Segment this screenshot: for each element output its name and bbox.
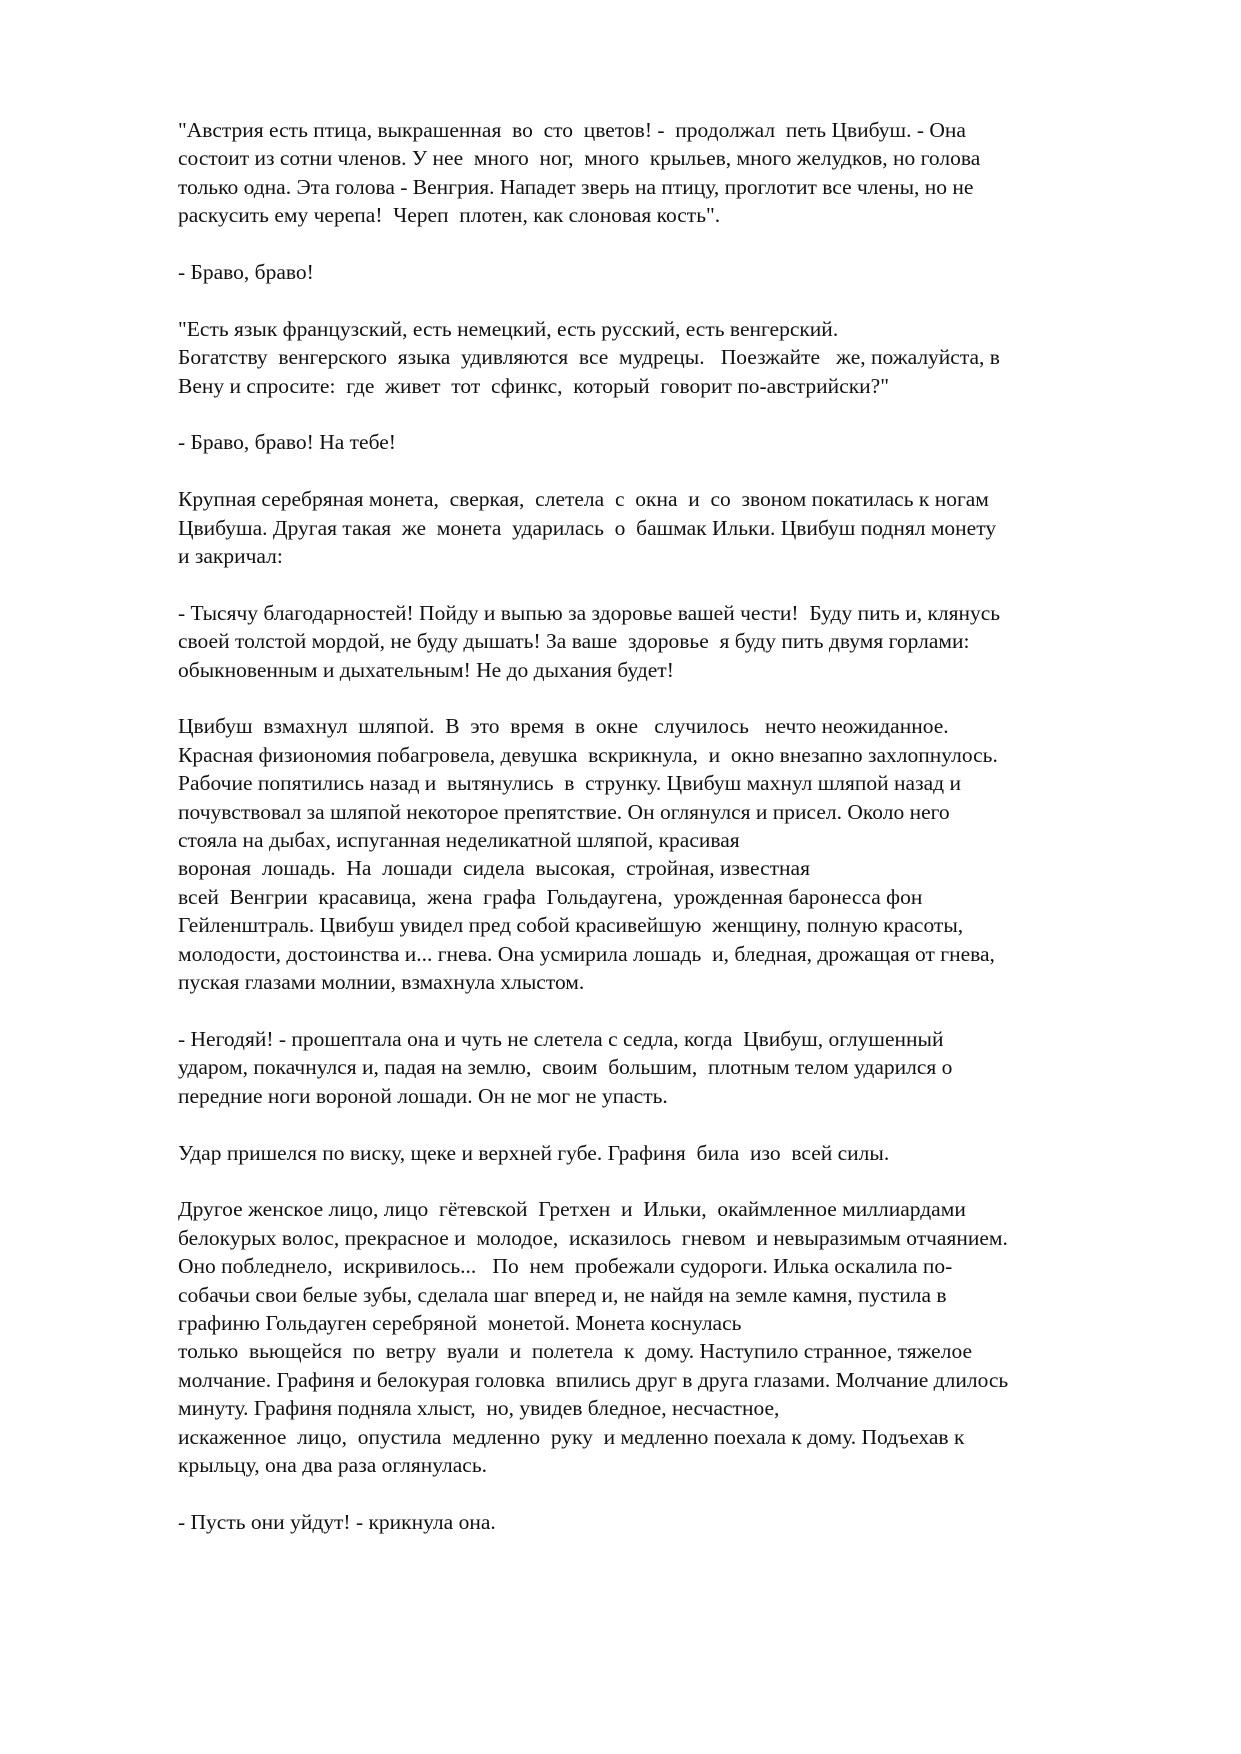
text-line: - Негодяй! - прошептала она и чуть не слетела с седла, когда Цвибуш, оглушенный [178, 1026, 944, 1051]
text-line: обыкновенным и дыхательным! Не до дыхания будет! [178, 657, 674, 682]
text-line: минуту. Графиня подняла хлыст, но, увидев бледное, несчастное, [178, 1396, 780, 1421]
paragraph [178, 258, 1158, 286]
text-line: только вьющейся по ветру вуали и полетела к дому. Наступило странное, тяжелое [178, 1339, 973, 1364]
paragraph [178, 315, 1158, 400]
text-line: молчание. Графиня и белокурая головка впились друг в друга глазами. Молчание длилось [178, 1367, 1009, 1392]
text-line: Богатству венгерского языка удивляются все мудрецы. Поезжайте же, пожалуйста, в [178, 345, 1000, 370]
text-line: молодости, достоинства и... гнева. Она усмирила лошадь и, бледная, дрожащая от гнева, [178, 941, 995, 966]
paragraph [178, 1139, 1158, 1167]
text-line: Оно побледнело, искривилось... По нем пробежали судороги. Илька оскалила по- [178, 1254, 953, 1279]
text-line: - Браво, браво! На тебе! [178, 430, 396, 455]
text-line: Цвибуш взмахнул шляпой. В это время в окне случилось нечто неожиданное. [178, 714, 949, 739]
paragraph [178, 1508, 1158, 1536]
paragraph [178, 1195, 1158, 1479]
paragraph [178, 712, 1158, 996]
text-line: "Есть язык французский, есть немецкий, есть русский, есть венгерский. [178, 316, 839, 341]
text-line: Красная физиономия побагровела, девушка вскрикнула, и окно внезапно захлопнулось. [178, 742, 998, 767]
text-line: Удар пришелся по виску, щеке и верхней губе. Графиня била изо всей силы. [178, 1140, 890, 1165]
text-line: - Браво, браво! [178, 260, 314, 285]
text-line: Гейленштраль. Цвибуш увидел пред собой красивейшую женщину, полную красоты, [178, 913, 964, 938]
text-line: Крупная серебряная монета, сверкая, слетела с окна и со звоном покатилась к ногам [178, 487, 989, 512]
text-line: стояла на дыбах, испуганная неделикатной шляпой, красивая [178, 828, 740, 853]
text-line: графиню Гольдауген серебряной монетой. Монета коснулась [178, 1310, 742, 1335]
text-line: всей Венгрии красавица, жена графа Гольдаугена, урожденная баронесса фон [178, 884, 923, 909]
text-line: состоит из сотни членов. У нее много ног, много крыльев, много желудков, но голова [178, 146, 981, 171]
text-line: передние ноги вороной лошади. Он не мог не упасть. [178, 1083, 668, 1108]
text-line: Вену и спросите: где живет тот сфинкс, который говорит по-австрийски?" [178, 373, 890, 398]
text-line: крыльцу, она два раза оглянулась. [178, 1452, 488, 1477]
text-line: - Пусть они уйдут! - крикнула она. [178, 1509, 496, 1534]
text-line: собачьи свои белые зубы, сделала шаг вперед и, не найдя на земле камня, пустила в [178, 1282, 947, 1307]
text-line: ударом, покачнулся и, падая на землю, своим большим, плотным телом ударился о [178, 1055, 953, 1080]
text-line: - Тысячу благодарностей! Пойду и выпью за здоровье вашей чести! Буду пить и, клянусь [178, 600, 1001, 625]
text-line: искаженное лицо, опустила медленно руку и медленно поехала к дому. Подъехав к [178, 1424, 965, 1449]
text-line: Другое женское лицо, лицо гётевской Гретхен и Ильки, окаймленное миллиардами [178, 1197, 966, 1222]
text-line: и закричал: [178, 544, 283, 569]
text-line: пуская глазами молнии, взмахнула хлыстом. [178, 970, 585, 995]
paragraph [178, 428, 1158, 456]
text-line: Цвибуша. Другая такая же монета ударилась о башмак Ильки. Цвибуш поднял монету [178, 515, 997, 540]
text-line: вороная лошадь. На лошади сидела высокая, стройная, известная [178, 856, 810, 881]
paragraph [178, 485, 1158, 570]
paragraph [178, 599, 1158, 684]
paragraph [178, 1025, 1158, 1110]
text-line: Рабочие попятились назад и вытянулись в струнку. Цвибуш махнул шляпой назад и [178, 771, 961, 796]
text-line: белокурых волос, прекрасное и молодое, исказилось гневом и невыразимым отчаянием. [178, 1225, 1008, 1250]
paragraph [178, 116, 1158, 230]
text-line: только одна. Эта голова - Венгрия. Нападет зверь на птицу, проглотит все члены, но не [178, 174, 974, 199]
text-line: почувствовал за шляпой некоторое препятствие. Он оглянулся и присел. Около него [178, 799, 950, 824]
document-page [178, 116, 1158, 1565]
text-line: "Австрия есть птица, выкрашенная во сто цветов! - продолжал петь Цвибуш. - Она [178, 118, 966, 142]
text-line: раскусить ему черепа! Череп плотен, как слоновая кость". [178, 203, 721, 228]
text-line: своей толстой мордой, не буду дышать! За ваше здоровье я буду пить двумя горлами: [178, 629, 970, 654]
